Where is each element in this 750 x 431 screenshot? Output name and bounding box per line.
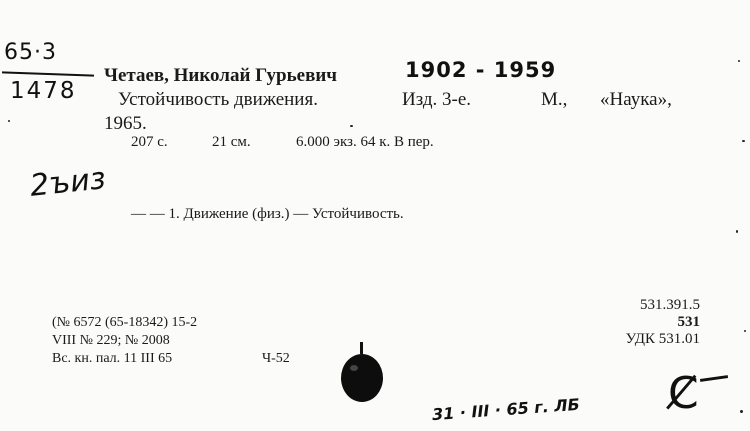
life-dates: 1902 - 1959 — [405, 58, 557, 82]
place: М., — [541, 89, 568, 110]
year: 1965. — [104, 113, 147, 134]
scan-speck — [350, 125, 353, 127]
scan-speck — [744, 330, 746, 332]
classification-2: 531 — [677, 314, 700, 330]
registry-code: Ч-52 — [262, 351, 290, 366]
size: 21 см. — [212, 134, 251, 150]
print-run-price: 6.000 экз. 64 к. В пер. — [296, 134, 434, 150]
scan-speck — [8, 120, 10, 122]
title-line: Устойчивость движения. — [118, 89, 318, 110]
shelfmark-bottom: 1478 — [10, 78, 77, 104]
scan-speck — [738, 60, 740, 62]
classification-1: 531.391.5 — [640, 297, 700, 313]
shelfmark-rule — [2, 71, 94, 76]
punch-hole — [338, 340, 388, 406]
registry-line: (№ 6572 (65-18342) 15-2 — [52, 315, 198, 330]
shelfmark-top: 65·3 — [4, 40, 57, 65]
subject-tracing: — — 1. Движение (физ.) — Устойчивость. — [131, 206, 404, 222]
udc-code: УДК 531.01 — [625, 331, 700, 347]
edition: Изд. 3-е. — [402, 89, 472, 110]
registry-line: VIII № 229; № 2008 — [52, 333, 170, 348]
scan-speck — [742, 140, 745, 142]
author-name: Четаев, Николай Гурьевич — [104, 65, 338, 86]
handwritten-note: 2ъиз — [28, 161, 108, 204]
scan-speck — [740, 410, 743, 413]
publisher: «Наука», — [600, 89, 672, 110]
date-stamp: 31 · III · 65 г. ЛБ — [431, 394, 581, 425]
pages: 207 с. — [131, 134, 168, 150]
corner-mark-stroke — [700, 375, 728, 382]
registry-line: Вс. кн. пал. 11 III 65 — [52, 351, 173, 366]
scan-speck — [736, 230, 738, 233]
corner-mark: C̸ — [668, 368, 699, 419]
